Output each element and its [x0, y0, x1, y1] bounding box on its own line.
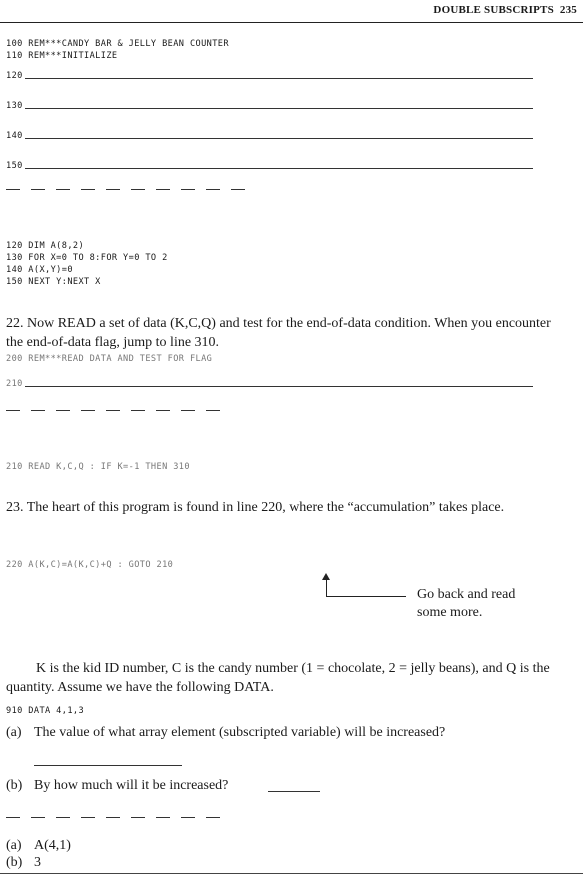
fill-in-line[interactable] [6, 129, 533, 141]
explanation: K is the kid ID number, C is the candy number (1 = chocolate, 2 = jelly beans), and Q is the quantity. Assume we have the following DATA. [6, 661, 550, 695]
arrow-shaft [326, 579, 327, 596]
write-line [25, 78, 533, 79]
line-number: 120 [6, 71, 23, 81]
section-title: DOUBLE SUBSCRIPTS [433, 4, 554, 16]
answer-code-line: 140 A(X,Y)=0 [6, 265, 73, 275]
line-number: 140 [6, 131, 23, 141]
footer-rule [0, 873, 583, 874]
code-line: 100 REM***CANDY BAR & JELLY BEAN COUNTER [6, 39, 229, 49]
question-22: 22. Now READ a set of data (K,C,Q) and test for the end-of-data condition. When you encounter the end-of-data flag, jump to line 310. [6, 316, 551, 350]
running-header [433, 4, 577, 16]
write-line [25, 168, 533, 169]
item-text: 3 [34, 855, 41, 870]
code-line: 200 REM***READ DATA AND TEST FOR FLAG [6, 354, 213, 364]
line-number: 130 [6, 101, 23, 111]
write-line [25, 386, 533, 387]
code-line: 220 A(K,C)=A(K,C)+Q : GOTO 210 [6, 560, 174, 570]
page-number: 235 [559, 4, 577, 16]
write-line [25, 108, 533, 109]
code-line: 110 REM***INITIALIZE [6, 51, 118, 61]
answer-code-line: 120 DIM A(8,2) [6, 241, 85, 251]
write-line [25, 138, 533, 139]
answer-blank-a[interactable] [34, 765, 182, 766]
item-text: The value of what array element (subscripted variable) will be increased? [34, 725, 446, 740]
question-b [6, 776, 228, 795]
fill-in-line[interactable] [6, 99, 533, 111]
arrow-leader [326, 596, 406, 597]
item-label: (b) [6, 855, 23, 870]
item-text: By how much will it be increased? [34, 778, 229, 793]
question-a [6, 723, 445, 742]
item-label: (b) [6, 778, 23, 793]
item-label: (a) [6, 725, 22, 740]
annotation-text: Go back and read some more. [417, 587, 516, 620]
question-23: 23. The heart of this program is found in line 220, where the “accumulation” takes place. [6, 500, 505, 515]
answer-blank-b[interactable] [268, 791, 320, 792]
item-text: A(4,1) [34, 838, 71, 853]
answer-code-line: 130 FOR X=0 TO 8:FOR Y=0 TO 2 [6, 253, 168, 263]
fill-in-line[interactable] [6, 159, 533, 171]
answer-b [6, 853, 41, 872]
header-rule [0, 22, 583, 23]
annotation [320, 573, 540, 623]
line-number: 210 [6, 379, 23, 389]
line-number: 150 [6, 161, 23, 171]
data-line: 910 DATA 4,1,3 [6, 706, 85, 716]
fill-in-line[interactable] [6, 69, 533, 81]
answer-code-line: 150 NEXT Y:NEXT X [6, 277, 101, 287]
fill-in-line[interactable] [6, 377, 533, 389]
item-label: (a) [6, 838, 22, 853]
answer-code-line: 210 READ K,C,Q : IF K=-1 THEN 310 [6, 462, 190, 472]
